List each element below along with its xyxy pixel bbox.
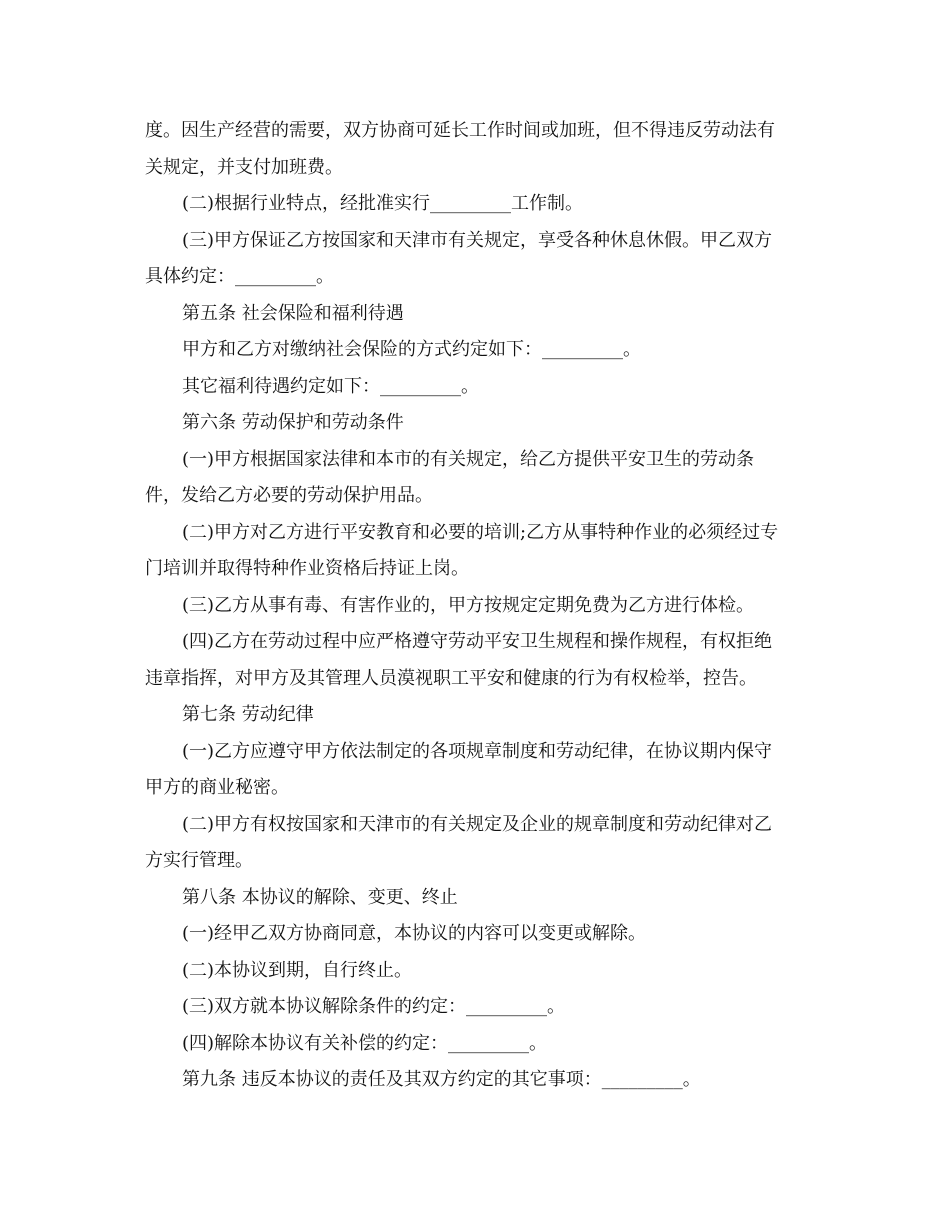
clause-item: (二)甲方对乙方进行平安教育和必要的培训;乙方从事特种作业的必须经过专 [182,521,779,543]
clause-item: (二)甲方有权按国家和天津市的有关规定及企业的规章制度和劳动纪律对乙 [182,813,773,835]
article-heading: 第七条 劳动纪律 [182,704,314,725]
paragraph-line: 甲方的商业秘密。 [145,777,289,798]
paragraph-line: 关规定，并支付加班费。 [145,156,343,178]
clause-item: (二)根据行业特点，经批准实行_________工作制。 [182,193,584,214]
clause-item: (一)乙方应遵守甲方依法制定的各项规章制度和劳动纪律，在协议期内保守 [182,740,773,762]
clause-item: (三)乙方从事有毒、有害作业的，甲方按规定定期免费为乙方进行体检。 [182,594,755,616]
clause-item: 其它福利待遇约定如下：_________。 [182,375,479,397]
paragraph-line: 门培训并取得特种作业资格后持证上岗。 [145,558,469,579]
paragraph-line: 件，发给乙方必要的劳动保护用品。 [145,485,433,506]
article-heading: 第六条 劳动保护和劳动条件 [182,412,404,433]
clause-item: (一)甲方根据国家法律和本市的有关规定，给乙方提供平安卫生的劳动条 [182,448,755,470]
paragraph-line: 违章指挥，对甲方及其管理人员漠视职工平安和健康的行为有权检举，控告。 [145,667,757,689]
clause-item: 甲方和乙方对缴纳社会保险的方式约定如下：_________。 [182,339,641,360]
paragraph-line: 具体约定：_________。 [145,266,334,287]
article-heading: 第八条 本协议的解除、变更、终止 [182,886,458,908]
document-body [145,113,810,1099]
clause-item: (一)经甲乙双方协商同意，本协议的内容可以变更或解除。 [182,923,647,944]
paragraph-line: 度。因生产经营的需要，双方协商可延长工作时间或加班，但不得违反劳动法有 [145,120,775,141]
article-heading: 第九条 违反本协议的责任及其双方约定的其它事项：_________。 [182,1069,701,1090]
clause-item: (四)乙方在劳动过程中应严格遵守劳动平安卫生规程和操作规程，有权拒绝 [182,631,773,652]
clause-item: (三)双方就本协议解除条件的约定：_________。 [182,996,566,1017]
clause-item: (三)甲方保证乙方按国家和天津市有关规定，享受各种休息休假。甲乙双方 [182,229,773,251]
clause-item: (四)解除本协议有关补偿的约定：_________。 [182,1032,548,1054]
paragraph-line: 方实行管理。 [145,850,253,871]
article-heading: 第五条 社会保险和福利待遇 [182,302,404,324]
clause-item: (二)本协议到期，自行终止。 [182,959,413,981]
